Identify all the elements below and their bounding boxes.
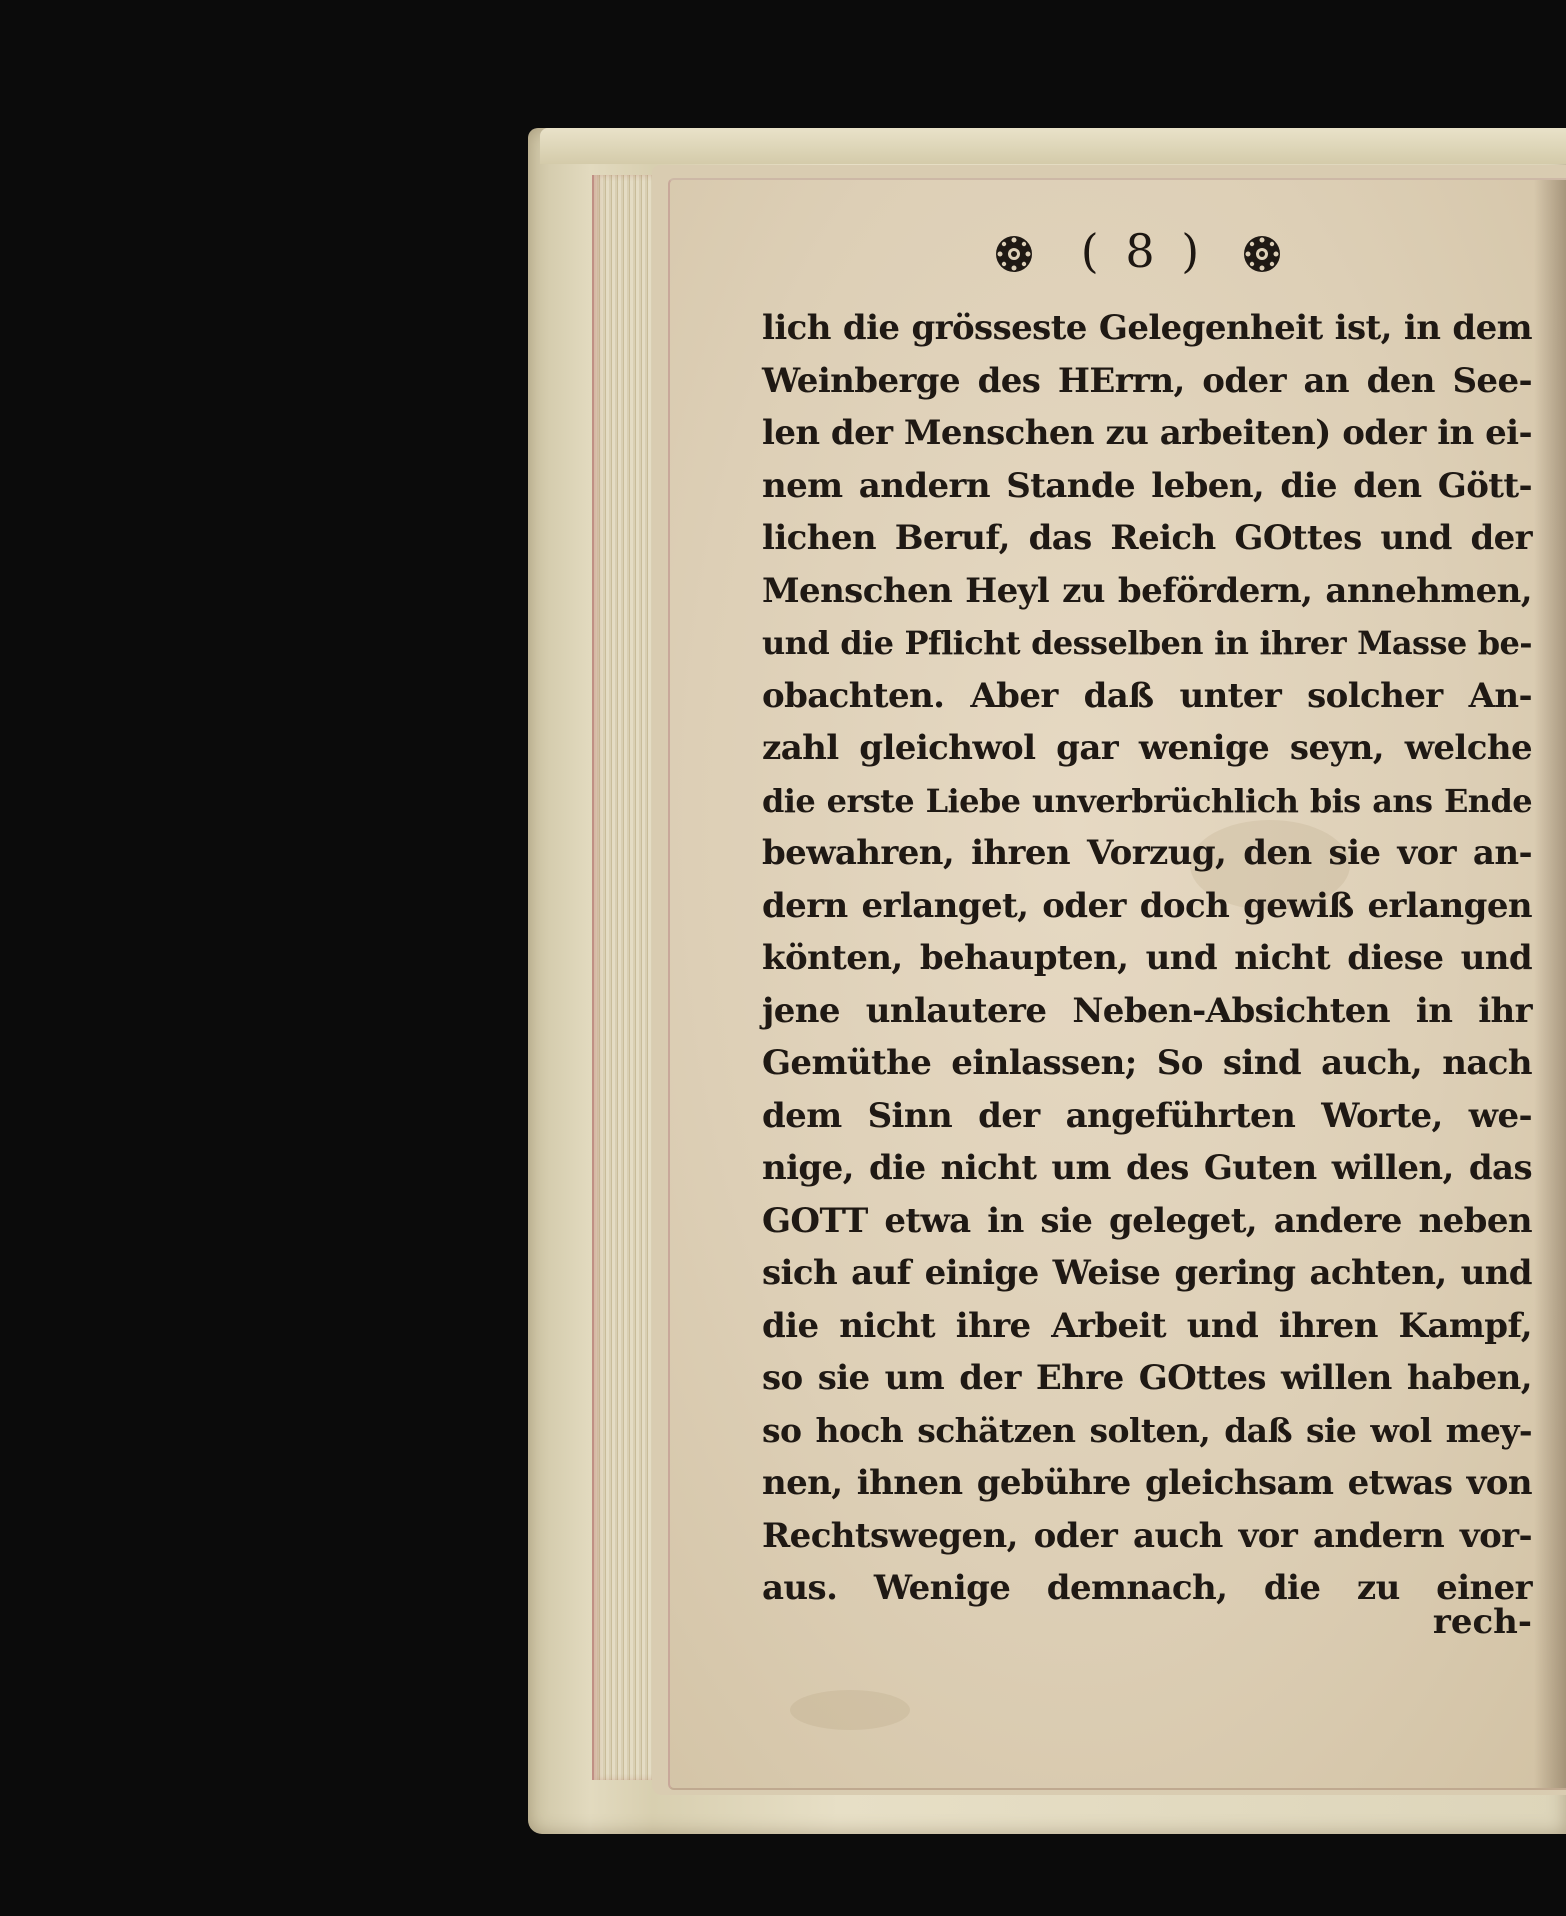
catchword: rech- bbox=[1432, 1602, 1532, 1642]
flower-ornament-icon bbox=[1240, 232, 1284, 276]
text-line: Weinberge des HErrn, oder an den See- bbox=[762, 360, 1532, 401]
cover-top-edge bbox=[540, 128, 1566, 164]
text-line: die erste Liebe unverbrüchlich bis ans Ende bbox=[762, 781, 1532, 820]
page-header bbox=[670, 224, 1566, 286]
text-line: jene unlautere Neben-Absichten in ihr bbox=[762, 990, 1532, 1031]
text-line: sich auf einige Weise gering achten, und bbox=[762, 1253, 1532, 1293]
text-line: bewahren, ihren Vorzug, den sie vor an- bbox=[762, 833, 1532, 873]
text-line: aus. Wenige demnach, die zu einer bbox=[762, 1568, 1532, 1608]
book-page bbox=[668, 178, 1566, 1790]
text-line: die nicht ihre Arbeit und ihren Kampf, bbox=[762, 1305, 1532, 1346]
text-line: len der Menschen zu arbeiten) oder in ei- bbox=[762, 413, 1532, 453]
flower-ornament-icon bbox=[992, 232, 1036, 276]
text-line: nige, die nicht um des Guten willen, das bbox=[762, 1148, 1532, 1188]
text-line: Gemüthe einlassen; So sind auch, nach bbox=[762, 1043, 1532, 1083]
paper-stain bbox=[790, 1690, 910, 1730]
text-line: zahl gleichwol gar wenige seyn, welche bbox=[762, 728, 1532, 768]
text-line: nem andern Stande leben, die den Gött- bbox=[762, 465, 1532, 506]
text-line: könten, behaupten, und nicht diese und bbox=[762, 938, 1532, 978]
body-text bbox=[762, 302, 1532, 1615]
text-line: lichen Beruf, das Reich GOttes und der bbox=[762, 518, 1532, 558]
text-line: GOTT etwa in sie geleget, andere neben bbox=[762, 1200, 1532, 1241]
text-line: dem Sinn der angeführten Worte, we- bbox=[762, 1095, 1532, 1136]
gutter-shadow bbox=[1534, 180, 1566, 1788]
text-line: Menschen Heyl zu befördern, annehmen, bbox=[762, 570, 1532, 611]
text-line: obachten. Aber daß unter solcher An- bbox=[762, 675, 1532, 716]
text-line: so sie um der Ehre GOttes willen haben, bbox=[762, 1358, 1532, 1398]
text-line: nen, ihnen gebühre gleichsam etwas von bbox=[762, 1463, 1532, 1503]
page-number: ( 8 ) bbox=[1080, 224, 1206, 278]
text-line: lich die grösseste Gelegenheit ist, in dem bbox=[762, 308, 1532, 348]
text-line: und die Pflicht desselben in ihrer Masse be- bbox=[762, 624, 1532, 662]
page-edges bbox=[592, 175, 660, 1780]
text-line: so hoch schätzen solten, daß sie wol mey- bbox=[762, 1410, 1532, 1450]
text-line: Rechtswegen, oder auch vor andern vor- bbox=[762, 1515, 1532, 1556]
text-line: dern erlanget, oder doch gewiß erlangen bbox=[762, 885, 1532, 926]
